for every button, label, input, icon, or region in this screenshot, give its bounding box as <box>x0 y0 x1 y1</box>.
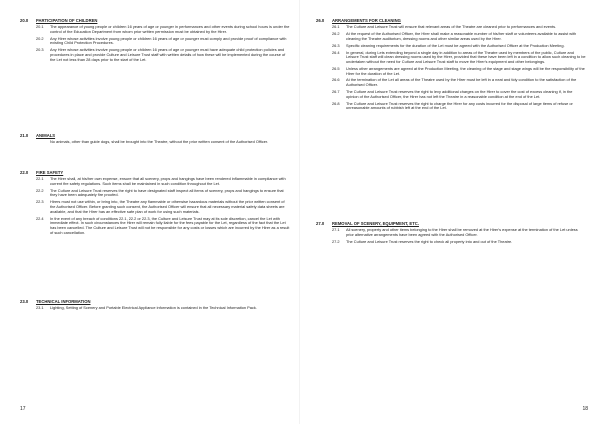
clause-number: 22.4 <box>36 215 44 221</box>
clause-text: The appearance of young people or children 16 years of age or younger in performances and other events during school hours is under the control of the Education Department from whom prior written permission must be obtained by the Hirer. <box>50 24 290 34</box>
clause-text: All scenery, property and other items belonging to the Hirer shall be removed at the Hirer's expense at the termination of the Let unless prior alternative arrangements have been agreed with the Authorised Officer. <box>346 227 578 237</box>
clause-text: Unless other arrangements are agreed at the Production Meeting, the cleaning of the stage and stage wings will be the responsibility of the Hirer for the duration of the Let. <box>346 65 585 76</box>
section-removal-of-scenery <box>316 221 586 244</box>
section-heading <box>316 18 586 23</box>
clause-number: 22.2 <box>36 187 44 193</box>
clause-text: The Hirer shall, at his/her own expense, ensure that all scenery, props and hangings have been rendered inflammable in compliance with current fire safety regulations. Such items shall be maintained in such condition throughout the Let. <box>50 176 286 186</box>
clause-number: 20.1 <box>36 24 44 30</box>
section-title: ANIMALS <box>36 133 56 138</box>
clause-text: Lighting, Setting of Scenery and Portable Electrical Appliance information is contained in the Technical Information Pack. <box>50 305 257 311</box>
clause-text: Hirers must not use within, or bring into, the Theatre any flammable or otherwise hazardous materials without the prior written consent of the Authorised Officer. Before granting such consent, the Authorised Officer will ensure that all necessary material safety data sheets are available, and that the Hirer has an effective safe plan of work for using such materials. <box>50 199 285 214</box>
page-number: 17 <box>20 406 26 412</box>
clause <box>316 44 586 49</box>
section-number: 21.0 <box>20 133 29 138</box>
clause-text: In the event of any breach of conditions 22.1, 22.2 or 22.3, the Culture and Leisure Trust may at its sole discretion, cancel the Let with immediate effect. In such circumstances the Hirer will remain fully liable for the fees payable for the Let, regardless of the fact that the Let has been cancelled. The Culture and Leisure Trust will not be responsible for any costs or losses which are incurred by the Hirer as a result of such cancellation. <box>50 215 290 235</box>
clause-text: The Culture and Leisure Trust reserves the right to have designated staff inspect all items of scenery, props and hangings to ensure that they have been adequately fire proofed. <box>50 187 284 198</box>
clause <box>316 67 586 76</box>
section-arrangements-for-cleaning <box>316 18 586 111</box>
clause <box>20 200 290 214</box>
clause <box>316 90 586 99</box>
clause-number: 26.8 <box>332 100 340 106</box>
section-number: 27.0 <box>316 221 325 226</box>
clause <box>20 217 290 236</box>
clause-number: 26.2 <box>332 31 340 37</box>
section-heading <box>20 18 290 23</box>
page-number: 18 <box>582 406 588 412</box>
clause-number: 26.4 <box>332 49 340 55</box>
section-heading <box>20 299 290 304</box>
clause <box>316 102 586 111</box>
section-title: TECHNICAL INFORMATION <box>36 299 91 304</box>
clause <box>316 228 586 237</box>
clause-number: 22.1 <box>36 176 44 182</box>
clause-number: 22.3 <box>36 199 44 205</box>
clause-text: Any Hirer whose activities involve young people or children 16 years of age or younger must comply and provide proof of compliance with existing Child Protection Procedures. <box>50 35 287 46</box>
section-participation-of-children <box>20 18 290 62</box>
clause-number: 26.6 <box>332 77 340 83</box>
clause <box>316 51 586 65</box>
clause-text: At the termination of the Let all areas of the Theatre used by the Hirer must be left in a neat and tidy condition to the satisfaction of the Authorised Officer. <box>346 77 577 88</box>
clause-number: 26.3 <box>332 42 340 48</box>
page-right <box>300 0 600 424</box>
section-number: 26.0 <box>316 18 325 23</box>
clause <box>316 78 586 87</box>
clause-text: The Culture and Leisure Trust reserves the right to charge the Hirer for any costs incurred for the disposal of large items of refuse or unreasonable amounts of rubbish left at the end of the Let. <box>346 100 573 111</box>
section-title: REMOVAL OF SCENERY, EQUIPMENT, ETC. <box>332 221 419 226</box>
section-heading <box>20 133 290 138</box>
clause-text: Any Hirer whose activities involve young people or children 16 years of age or younger must have adequate child protection policies and procedures in place and provide Culture and Leisure Trust staff with written details of how these will be implemented during the course of the Let not less than 28 days prior to the start of the Let. <box>50 47 286 62</box>
section-technical-information <box>20 299 290 311</box>
clause <box>20 25 290 34</box>
section-title: PARTICIPATION OF CHILDREN <box>36 18 98 23</box>
clause-number: 27.1 <box>332 227 340 233</box>
section-paragraph: No animals, other than guide dogs, shall be brought into the Theatre, without the prior written consent of the Authorised Officer. <box>50 139 269 145</box>
clause-number: 20.3 <box>36 47 44 53</box>
section-animals <box>20 133 290 145</box>
clause-number: 26.1 <box>332 24 340 30</box>
section-title: FIRE SAFETY <box>36 170 64 175</box>
clause-number: 26.5 <box>332 65 340 71</box>
section-number: 23.0 <box>20 299 29 304</box>
clause <box>20 306 290 311</box>
clause <box>20 177 290 186</box>
section-title: ARRANGEMENTS FOR CLEANING <box>332 18 401 23</box>
clause-text: Specific cleaning requirements for the duration of the Let must be agreed with the Authorised Officer at the Production Meeting. <box>346 42 565 48</box>
section-number: 22.0 <box>20 170 29 175</box>
clause <box>20 189 290 198</box>
clause-number: 20.2 <box>36 35 44 41</box>
clause-number: 23.1 <box>36 305 44 311</box>
clause <box>316 32 586 41</box>
clause-text: The Culture and Leisure Trust reserves the right to levy additional charges on the Hirer to cover the cost of excess cleaning if, in the opinion of the Authorised Officer, the Hirer has not left the Theatre in a reasonable condition at the end of the Let. <box>346 89 573 99</box>
clause-text: In general, during Lets extending beyond a single day in addition to areas of the Theatre used by members of the public, Culture and Leisure Trust staff will clean dressing rooms used by the Hirer, provided that these have been left in a condition to allow such cleaning to be undertaken without the need for Culture and Leisure Trust staff to move the Hirer's equipment and other belongings. <box>346 49 586 64</box>
clause <box>316 240 586 245</box>
clause <box>316 25 586 30</box>
clause-text: At the request of the Authorised Officer, the Hirer shall make a reasonable number of his/her staff or volunteers available to assist with cleaning the Theatre auditorium, dressing rooms and other similar areas used by the Hirer. <box>346 31 577 41</box>
clause-text: The Culture and Leisure Trust will ensure that relevant areas of the Theatre are cleaned prior to performances and events. <box>346 24 557 30</box>
section-heading <box>20 170 290 175</box>
section-number: 20.0 <box>20 18 29 23</box>
clause <box>20 48 290 62</box>
clause-number: 26.7 <box>332 89 340 95</box>
clause-text: The Culture and Leisure Trust reserves the right to check all property into and out of the Theatre. <box>346 238 513 244</box>
section-heading <box>316 221 586 226</box>
clause-number: 27.2 <box>332 238 340 244</box>
section-fire-safety <box>20 170 290 235</box>
clause <box>20 37 290 46</box>
